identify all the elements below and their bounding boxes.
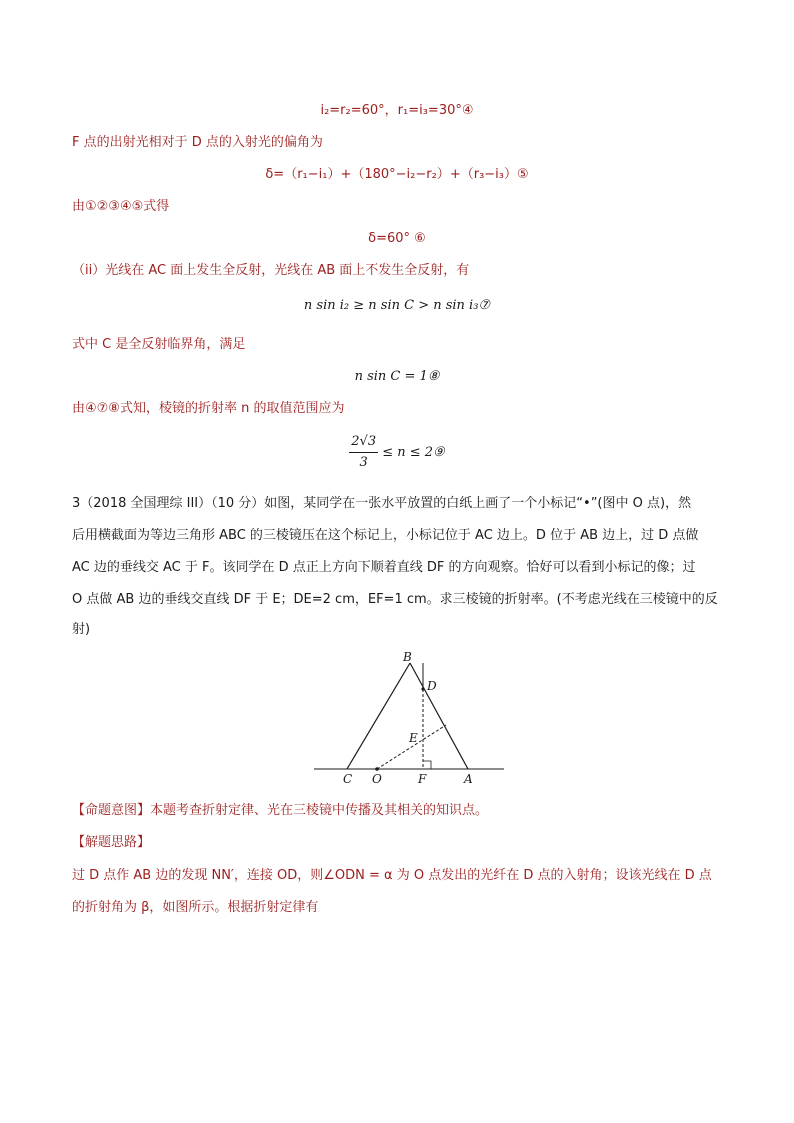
- label-c: C: [343, 772, 353, 786]
- equation-angles: i₂=r₂=60°，r₁=i₃=30°④: [320, 103, 474, 118]
- range-inequality: ≤ n ≤ 2⑨: [382, 445, 445, 460]
- text-deflection-intro: F 点的出射光相对于 D 点的入射光的偏角为: [72, 135, 323, 150]
- equation-deflection: δ=（r₁−i₁）+（180°−i₂−r₂）+（r₃−i₃）⑤: [265, 167, 529, 182]
- problem-line-5: 射): [72, 622, 91, 637]
- problem-line-1: 3（2018 全国理综 III）（10 分）如图，某同学在一张水平放置的白纸上画了一个小标记“•”(图中 O 点)，然: [72, 496, 692, 511]
- label-a: A: [464, 772, 473, 786]
- equation-range: [0, 432, 794, 480]
- side-ba: [410, 663, 468, 769]
- problem-line-2: 后用横截面为等边三角形 ABC 的三棱镜压在这个标记上，小标记位于 AC 边上。D 位于 AB 边上，过 D 点做: [72, 528, 699, 543]
- equation-inequality: n sin i₂ ≥ n sin C > n sin i₃⑦: [303, 298, 491, 313]
- problem-line-3: AC 边的垂线交 AC 于 F。该同学在 D 点正上方向下顺着直线 DF 的方向观察。恰好可以看到小标记的像；过: [72, 560, 696, 575]
- point-o: [375, 767, 379, 771]
- fraction-numerator: 2√3: [349, 432, 378, 453]
- solution-line-2: 的折射角为 β，如图所示。根据折射定律有: [72, 900, 319, 915]
- text-part-ii: （ii）光线在 AC 面上发生全反射，光线在 AB 面上不发生全反射，有: [72, 263, 470, 278]
- solution-heading: 【解题思路】: [72, 835, 151, 850]
- solution-line-1: 过 D 点作 AB 边的发现 NN′，连接 OD，则∠ODN = α 为 O 点发出的光纤在 D 点的入射角；设该光线在 D 点: [72, 868, 712, 883]
- label-e: E: [409, 731, 418, 745]
- side-bc: [347, 663, 410, 769]
- point-d: [421, 687, 424, 690]
- label-d: D: [427, 679, 437, 693]
- fraction-denominator: 3: [359, 455, 368, 470]
- right-angle-mark: [423, 761, 431, 769]
- problem-line-4: O 点做 AB 边的垂线交直线 DF 于 E；DE=2 cm，EF=1 cm。求三棱镜的折射率。(不考虑光线在三棱镜中的反: [72, 592, 718, 607]
- text-critical-angle: 式中 C 是全反射临界角，满足: [72, 337, 246, 352]
- label-o: O: [372, 772, 382, 786]
- equation-nsinc: n sin C = 1⑧: [354, 369, 440, 384]
- prism-figure: [300, 645, 520, 790]
- text-from-equations: 由①②③④⑤式得: [72, 199, 170, 214]
- label-f: F: [418, 772, 427, 786]
- proposition-intent: 【命题意图】本题考查折射定律、光在三棱镜中传播及其相关的知识点。: [72, 803, 489, 818]
- fraction-2sqrt3-over-3: [349, 432, 378, 473]
- equation-delta-60: δ=60° ⑥: [368, 231, 426, 246]
- text-index-range: 由④⑦⑧式知，棱镜的折射率 n 的取值范围应为: [72, 401, 345, 416]
- label-b: B: [403, 650, 412, 664]
